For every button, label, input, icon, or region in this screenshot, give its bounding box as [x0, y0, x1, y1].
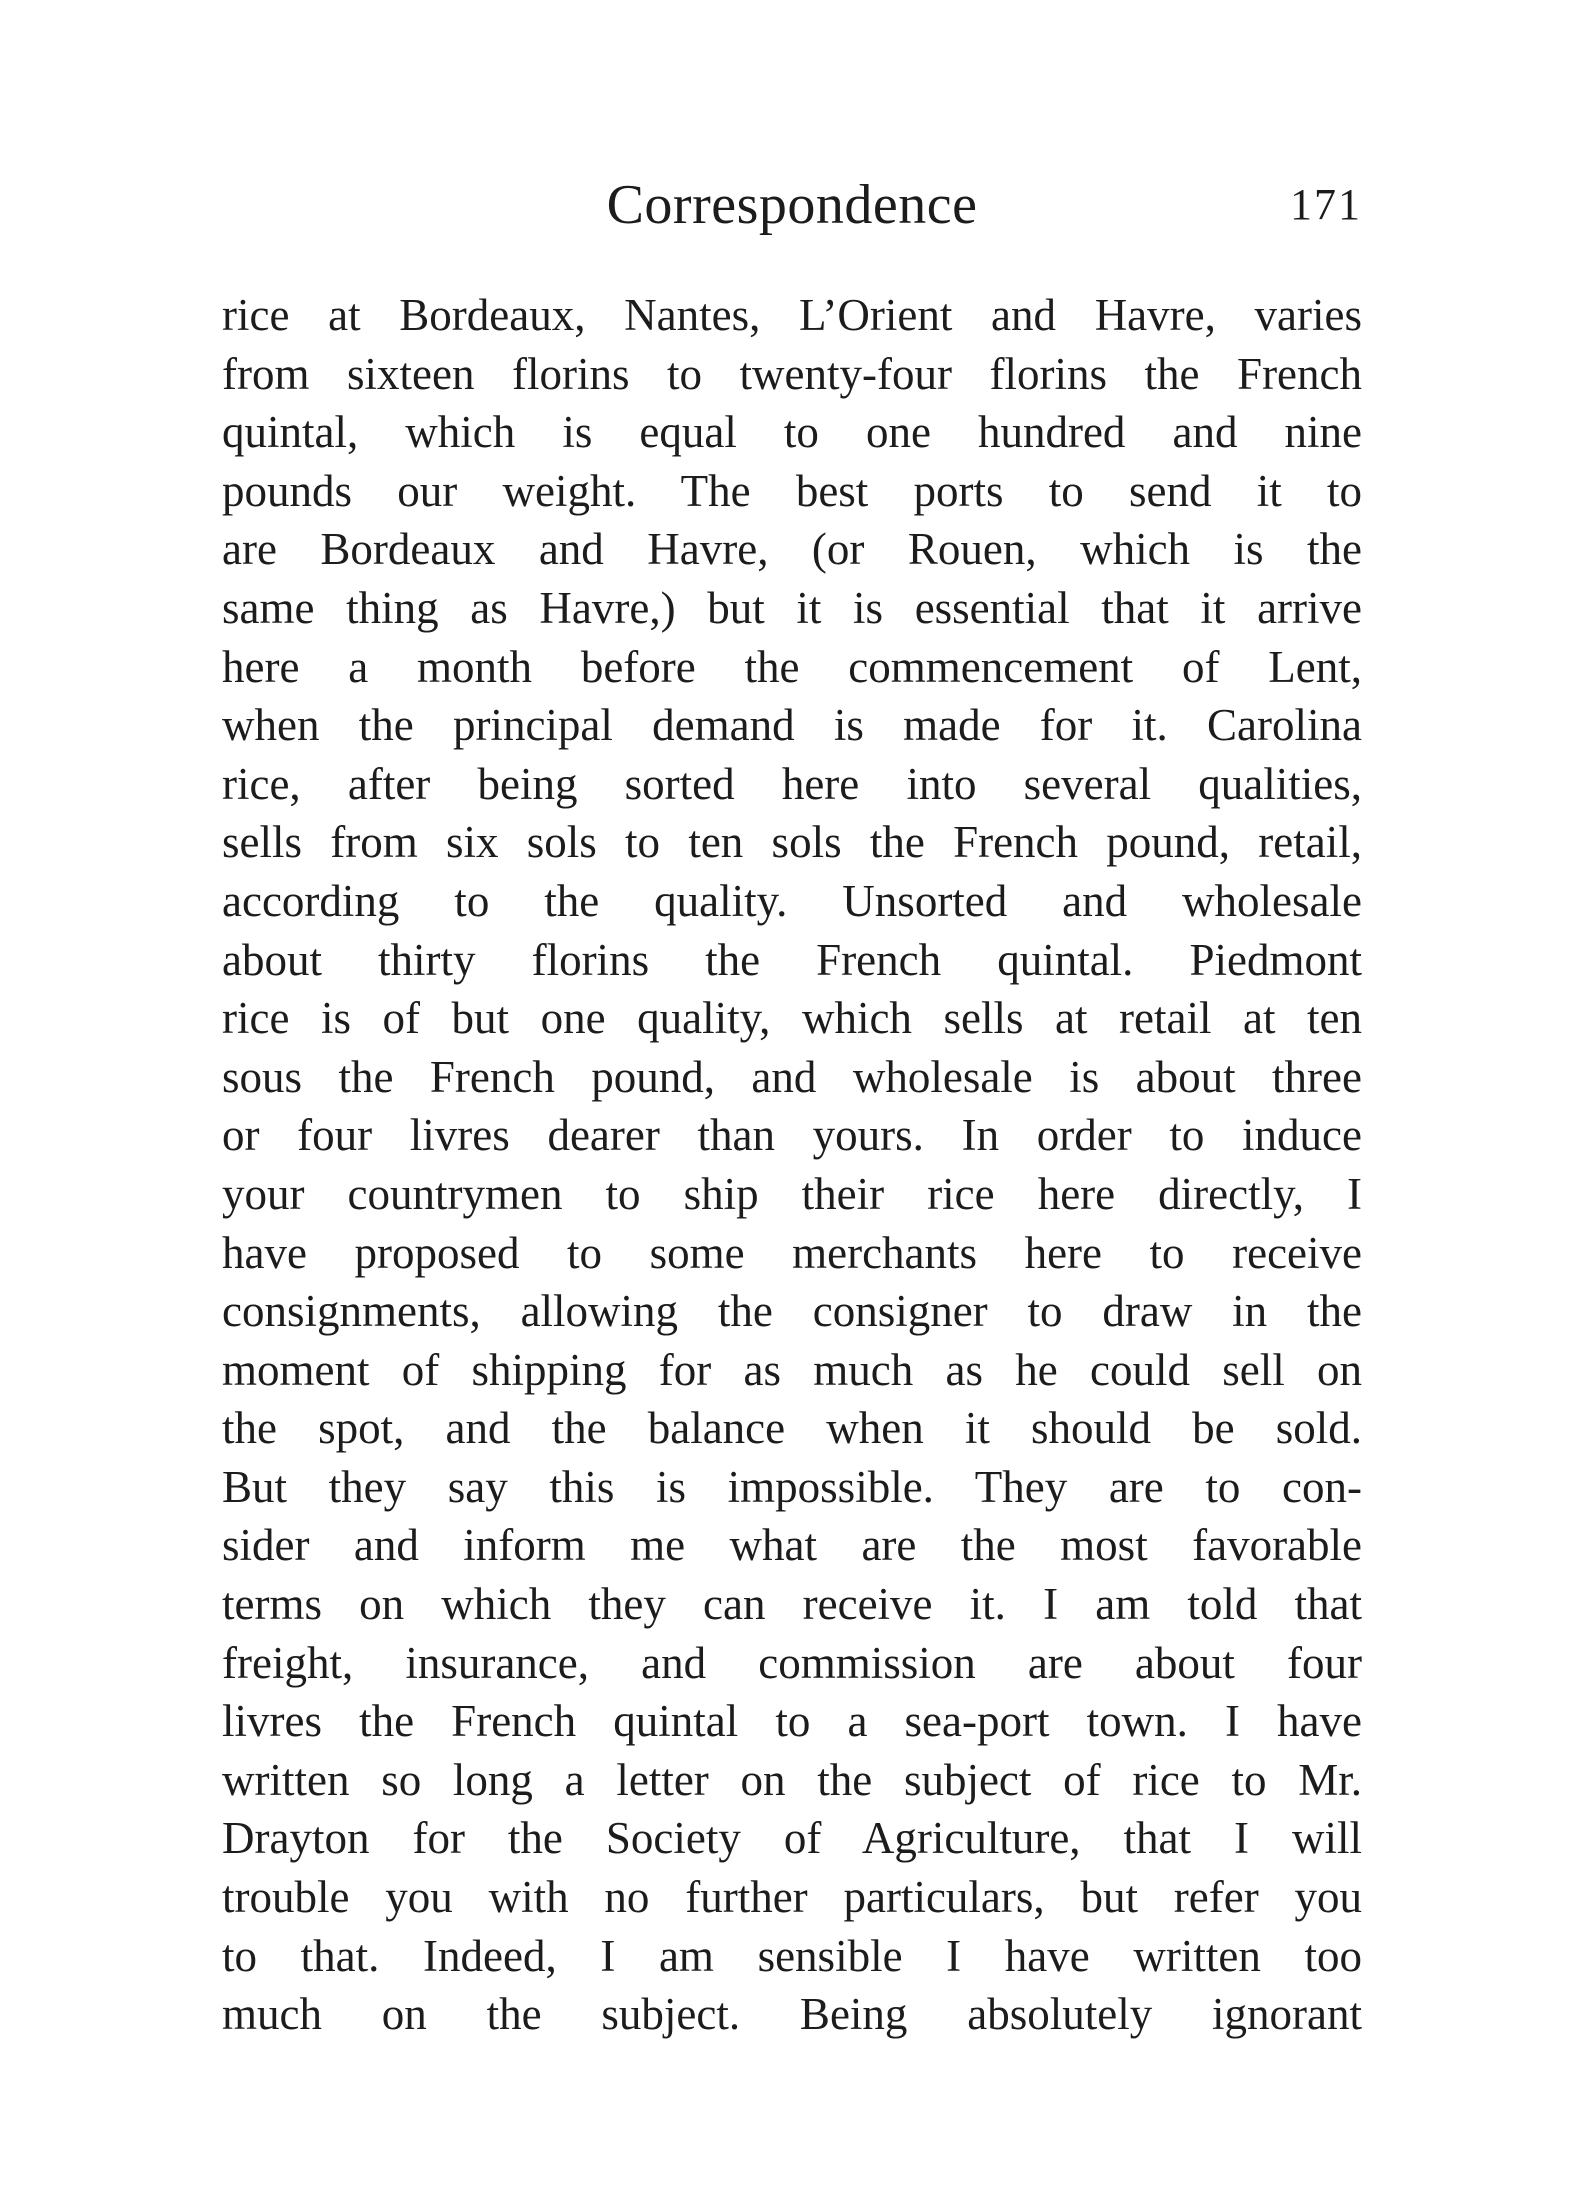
- text-line: your countrymen to ship their rice here directly, I: [222, 1168, 1362, 1219]
- body-text: [222, 286, 1362, 2044]
- text-line: pounds our weight. The best ports to send it to: [222, 465, 1362, 516]
- text-line: Drayton for the Society of Agriculture, that I will: [222, 1813, 1362, 1864]
- text-line: from sixteen florins to twenty-four florins the French: [222, 348, 1362, 399]
- text-line: sells from six sols to ten sols the French pound, retail,: [222, 817, 1362, 868]
- text-line: rice at Bordeaux, Nantes, L’Orient and Havre, varies: [222, 290, 1362, 340]
- text-line: when the principal demand is made for it. Carolina: [222, 700, 1362, 751]
- text-line: rice is of but one quality, which sells at retail at ten: [222, 993, 1362, 1044]
- text-line: sider and inform me what are the most favorable: [222, 1520, 1362, 1571]
- text-line: rice, after being sorted here into several qualities,: [222, 758, 1362, 809]
- text-line: to that. Indeed, I am sensible I have written too: [222, 1930, 1362, 1981]
- text-line: much on the subject. Being absolutely ignorant: [222, 1989, 1362, 2040]
- text-line: livres the French quintal to a sea-port town. I have: [222, 1696, 1362, 1747]
- text-line: here a month before the commencement of Lent,: [222, 641, 1362, 692]
- text-line: consignments, allowing the consigner to draw in the: [222, 1286, 1362, 1337]
- text-line: trouble you with no further particulars, but refer you: [222, 1872, 1362, 1923]
- text-line: the spot, and the balance when it should be sold.: [222, 1403, 1362, 1454]
- text-line: according to the quality. Unsorted and wholesale: [222, 875, 1362, 926]
- text-line: moment of shipping for as much as he could sell on: [222, 1344, 1362, 1395]
- text-line: But they say this is impossible. They are to con-: [222, 1461, 1362, 1512]
- text-line: are Bordeaux and Havre, (or Rouen, which is the: [222, 524, 1362, 575]
- text-line: sous the French pound, and wholesale is about three: [222, 1051, 1362, 1102]
- running-title: Correspondence: [606, 174, 978, 236]
- page-number: 171: [1290, 180, 1362, 229]
- text-line: have proposed to some merchants here to receive: [222, 1227, 1362, 1278]
- text-line: freight, insurance, and commission are about four: [222, 1637, 1362, 1688]
- text-line: about thirty florins the French quintal. Piedmont: [222, 934, 1362, 985]
- text-line: same thing as Havre,) but it is essential that it arrive: [222, 582, 1362, 633]
- text-line: written so long a letter on the subject of rice to Mr.: [222, 1754, 1362, 1805]
- text-line: terms on which they can receive it. I am told that: [222, 1579, 1362, 1630]
- text-line: or four livres dearer than yours. In order to induce: [222, 1110, 1362, 1161]
- text-line: quintal, which is equal to one hundred and nine: [222, 407, 1362, 458]
- running-head: [222, 170, 1362, 240]
